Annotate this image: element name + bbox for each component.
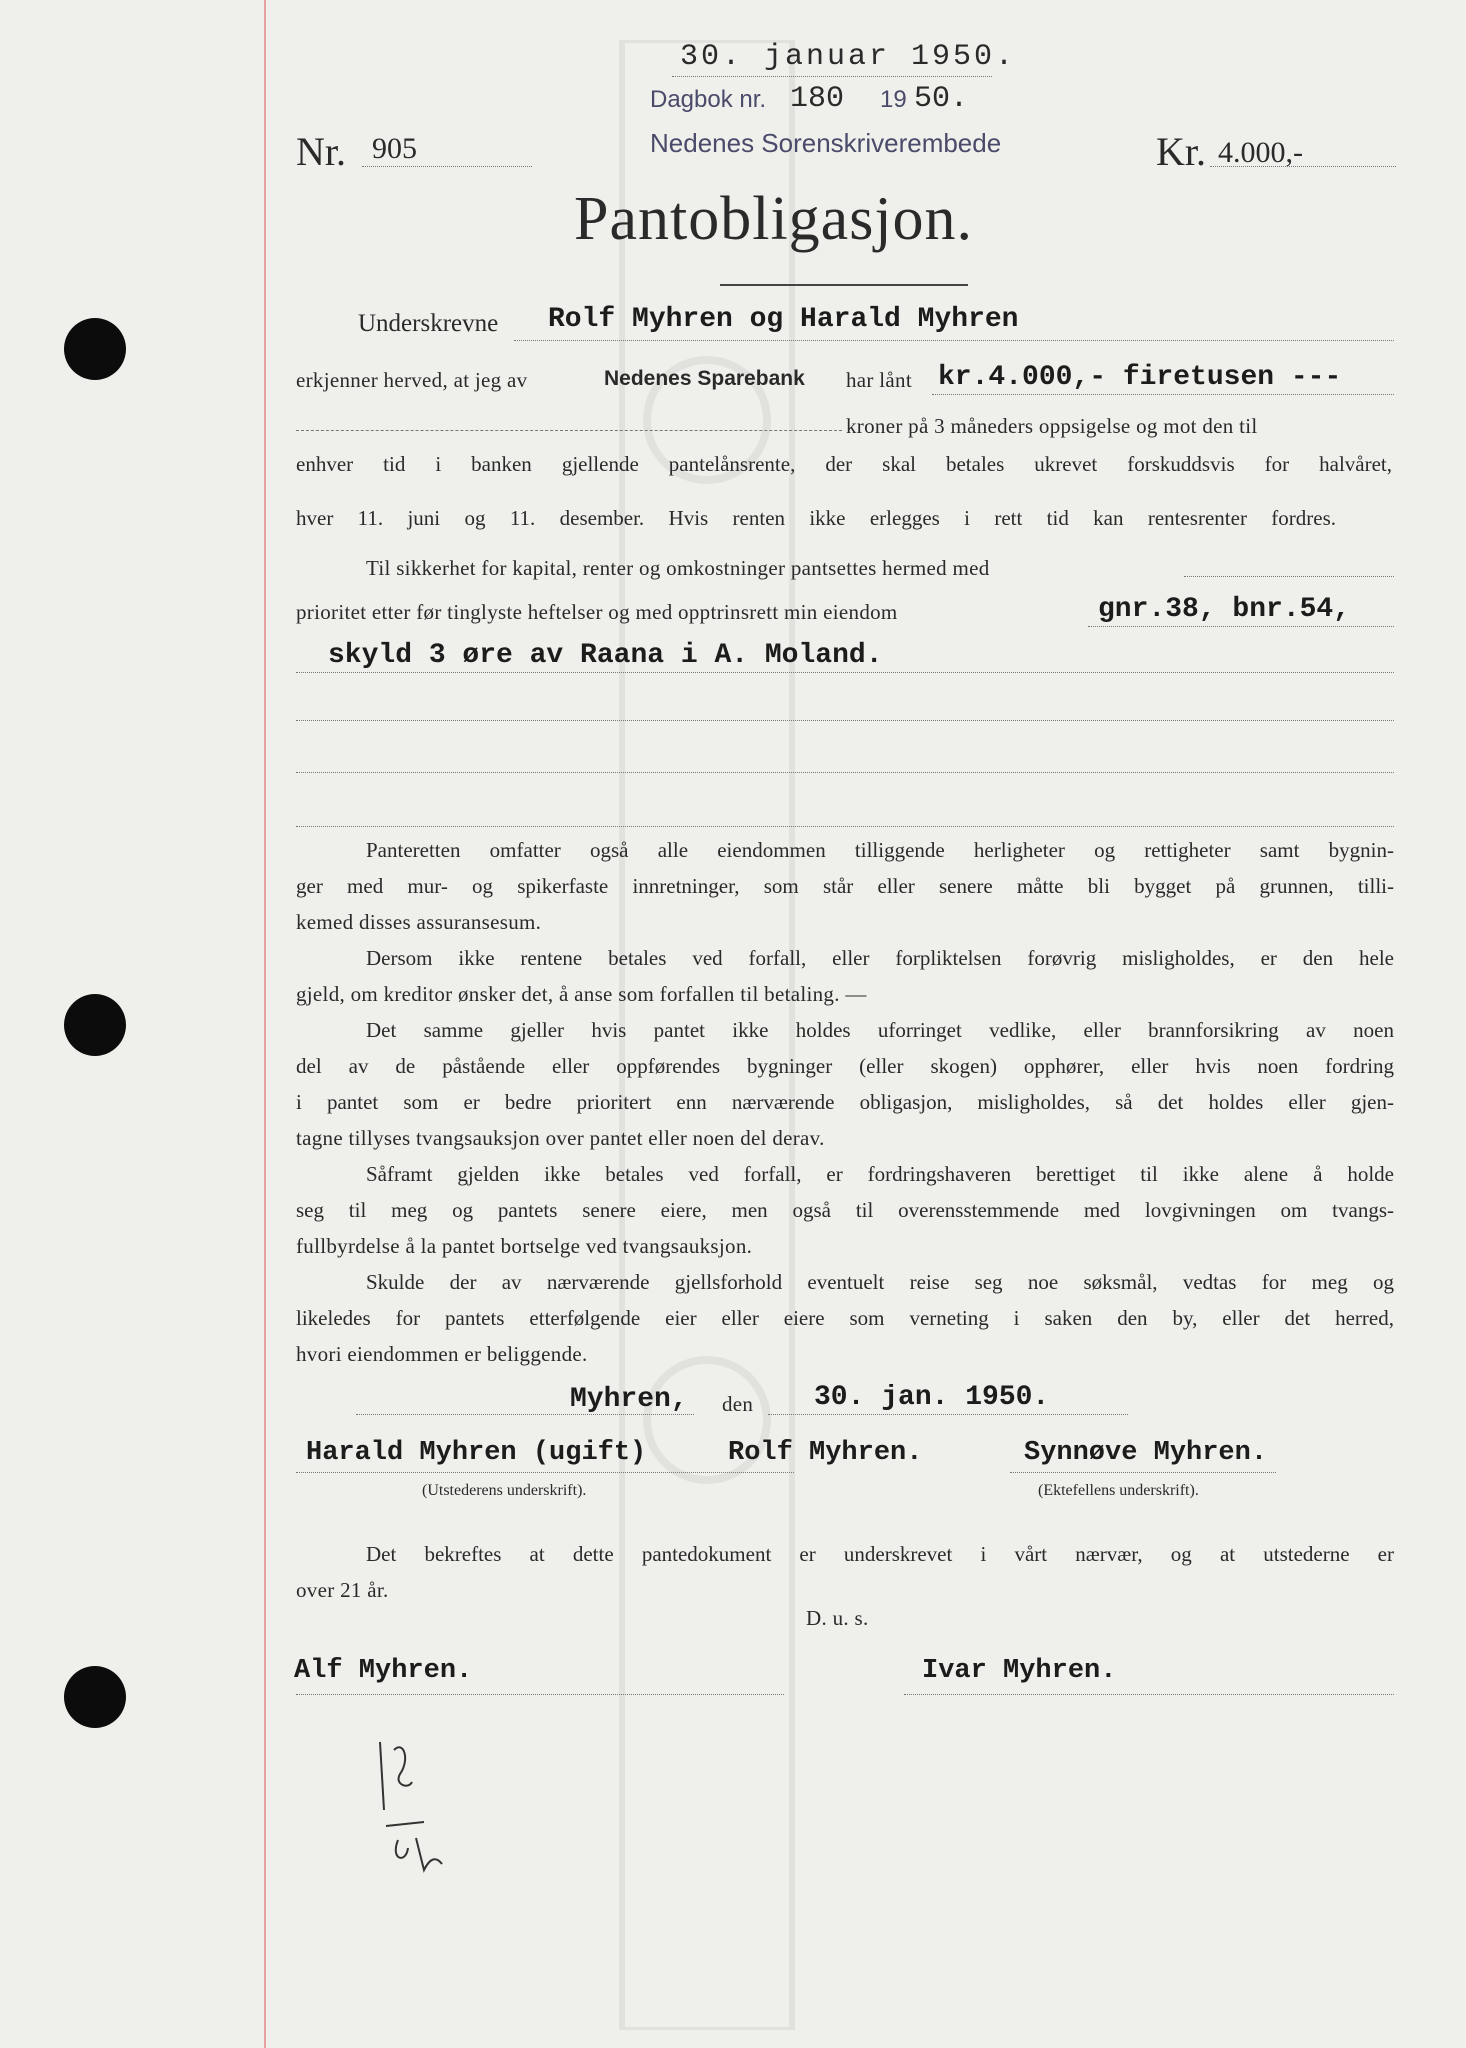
term-line: seg til meg og pantets senere eiere, men også til overensstemmende med lovgivningen om tvangs- xyxy=(296,1198,1394,1222)
property-line-3 xyxy=(296,720,1394,721)
underskrevne-value: Rolf Myhren og Harald Myhren xyxy=(548,304,1019,335)
witness-line-2 xyxy=(904,1694,1394,1695)
punch-hole-top xyxy=(64,318,126,380)
dagbok-label: Dagbok nr. xyxy=(650,86,767,113)
form-line-4: hver 11. juni og 11. desember. Hvis renten ikke erlegges i rett tid kan rentesrenter fordres. xyxy=(296,506,1336,530)
amount-continuation-line xyxy=(296,430,842,431)
margin-line xyxy=(264,0,266,2048)
label-utsteder: (Utstederens underskrift). xyxy=(422,1482,587,1499)
term-line: Såframt gjelden ikke betales ved forfall, er fordringshaveren berettiget til ikke alene å holde xyxy=(366,1162,1394,1186)
page-title: Pantobligasjon. xyxy=(574,185,974,253)
dagbok-year-prefix: 19 xyxy=(880,86,907,113)
term-line: fullbyrdelse å la pantet bortselge ved tvangsauksjon. xyxy=(296,1234,753,1258)
property-typed-2: skyld 3 øre av Raana i A. Moland. xyxy=(328,640,883,671)
handwritten-initials xyxy=(364,1730,454,1880)
signer-1: Harald Myhren (ugift) xyxy=(306,1438,647,1468)
header-date-line xyxy=(672,76,992,77)
term-line: Dersom ikke rentene betales ved forfall, eller forpliktelsen forøvrig misligholdes, er den hele xyxy=(366,946,1394,970)
property-line-1 xyxy=(1088,626,1394,627)
witness-statement-2: over 21 år. xyxy=(296,1578,389,1602)
term-line: ger med mur- og spikerfaste innretninger, som står eller senere måtte bli bygget på grunnen, tilli- xyxy=(296,874,1394,898)
bank-name: Nedenes Sparebank xyxy=(604,367,805,390)
har-lant-text: har lånt xyxy=(846,368,912,392)
term-line: hvori eiendommen er beliggende. xyxy=(296,1342,588,1366)
term-line: del av de påstående eller oppførendes bygninger (eller skogen) opphører, eller hvis noen fordring xyxy=(296,1054,1394,1078)
term-line: i pantet som er bedre prioritert enn nærværende obligasjon, misligholdes, så det holdes eller gjen- xyxy=(296,1090,1394,1114)
term-line: Det samme gjeller hvis pantet ikke holdes uforringet vedlike, eller brannforsikring av noen xyxy=(366,1018,1394,1042)
witness-dus: D. u. s. xyxy=(806,1606,869,1630)
term-line: Panteretten omfatter også alle eiendommen tilliggende herligheter og rettigheter samt bygnin- xyxy=(366,838,1394,862)
term-line: likeledes for pantets etterfølgende eier eller eiere som verneting i saken den by, eller det herred, xyxy=(296,1306,1394,1330)
witness-2: Ivar Myhren. xyxy=(922,1656,1117,1686)
kr-value: 4.000,- xyxy=(1218,136,1303,169)
signature-line-utsteder xyxy=(296,1472,794,1473)
form-line-5-fill xyxy=(1184,576,1394,577)
witness-line-1 xyxy=(296,1694,784,1695)
property-line-5 xyxy=(296,826,1394,827)
witness-statement-1: Det bekreftes at dette pantedokument er underskrevet i vårt nærvær, og at utstederne er xyxy=(366,1542,1394,1566)
kr-line xyxy=(1210,166,1396,167)
amount-line xyxy=(932,394,1394,395)
form-line-3: enhver tid i banken gjellende pantelånsrente, der skal betales ukrevet forskuddsvis for halvåret, xyxy=(296,452,1392,476)
property-line-4 xyxy=(296,772,1394,773)
office-stamp: Nedenes Sorenskriverembede xyxy=(650,128,1002,158)
form-line-5: Til sikkerhet for kapital, renter og omkostninger pantsettes hermed med xyxy=(366,556,990,580)
property-line-2 xyxy=(296,672,1394,673)
signing-place-line xyxy=(356,1414,694,1415)
term-line: gjeld, om kreditor ønsker det, å anse som forfallen til betaling. — xyxy=(296,982,867,1006)
term-line: tagne tillyses tvangsauksjon over pantet eller noen del derav. xyxy=(296,1126,825,1150)
underskrevne-label: Underskrevne xyxy=(358,310,499,337)
nr-label: Nr. xyxy=(296,129,346,174)
signing-den-label: den xyxy=(722,1392,754,1416)
kroner-text: kroner på 3 måneders oppsigelse og mot den til xyxy=(846,414,1258,438)
witness-1: Alf Myhren. xyxy=(294,1656,473,1686)
signing-date: 30. jan. 1950. xyxy=(814,1382,1050,1413)
signing-place: Myhren, xyxy=(570,1384,688,1415)
nr-line xyxy=(362,166,532,167)
header-date-handwritten: 30. januar 1950. xyxy=(680,40,1017,74)
term-line: Skulde der av nærværende gjellsforhold eventuelt reise seg noe søksmål, vedtas for meg og xyxy=(366,1270,1394,1294)
erkjenner-text: erkjenner herved, at jeg av xyxy=(296,368,528,392)
signature-line-ektefelle xyxy=(1010,1472,1276,1473)
title-underline xyxy=(720,284,968,286)
punch-hole-middle xyxy=(64,994,126,1056)
signer-2: Rolf Myhren. xyxy=(728,1438,923,1468)
dagbok-year: 50. xyxy=(914,82,969,116)
dagbok-number: 180 xyxy=(790,82,845,116)
property-typed-1: gnr.38, bnr.54, xyxy=(1098,594,1351,625)
term-line: kemed disses assuransesum. xyxy=(296,910,542,934)
amount-typed: kr.4.000,- firetusen --- xyxy=(938,362,1342,393)
kr-label: Kr. xyxy=(1156,129,1206,174)
nr-value: 905 xyxy=(372,132,417,165)
underskrevne-line xyxy=(514,340,1394,341)
punch-hole-bottom xyxy=(64,1666,126,1728)
signing-date-line xyxy=(768,1414,1128,1415)
form-line-6: prioritet etter før tinglyste heftelser og med opptrinsrett min eiendom xyxy=(296,600,898,624)
signer-3: Synnøve Myhren. xyxy=(1024,1438,1268,1468)
label-ektefelle: (Ektefellens underskrift). xyxy=(1038,1482,1199,1499)
